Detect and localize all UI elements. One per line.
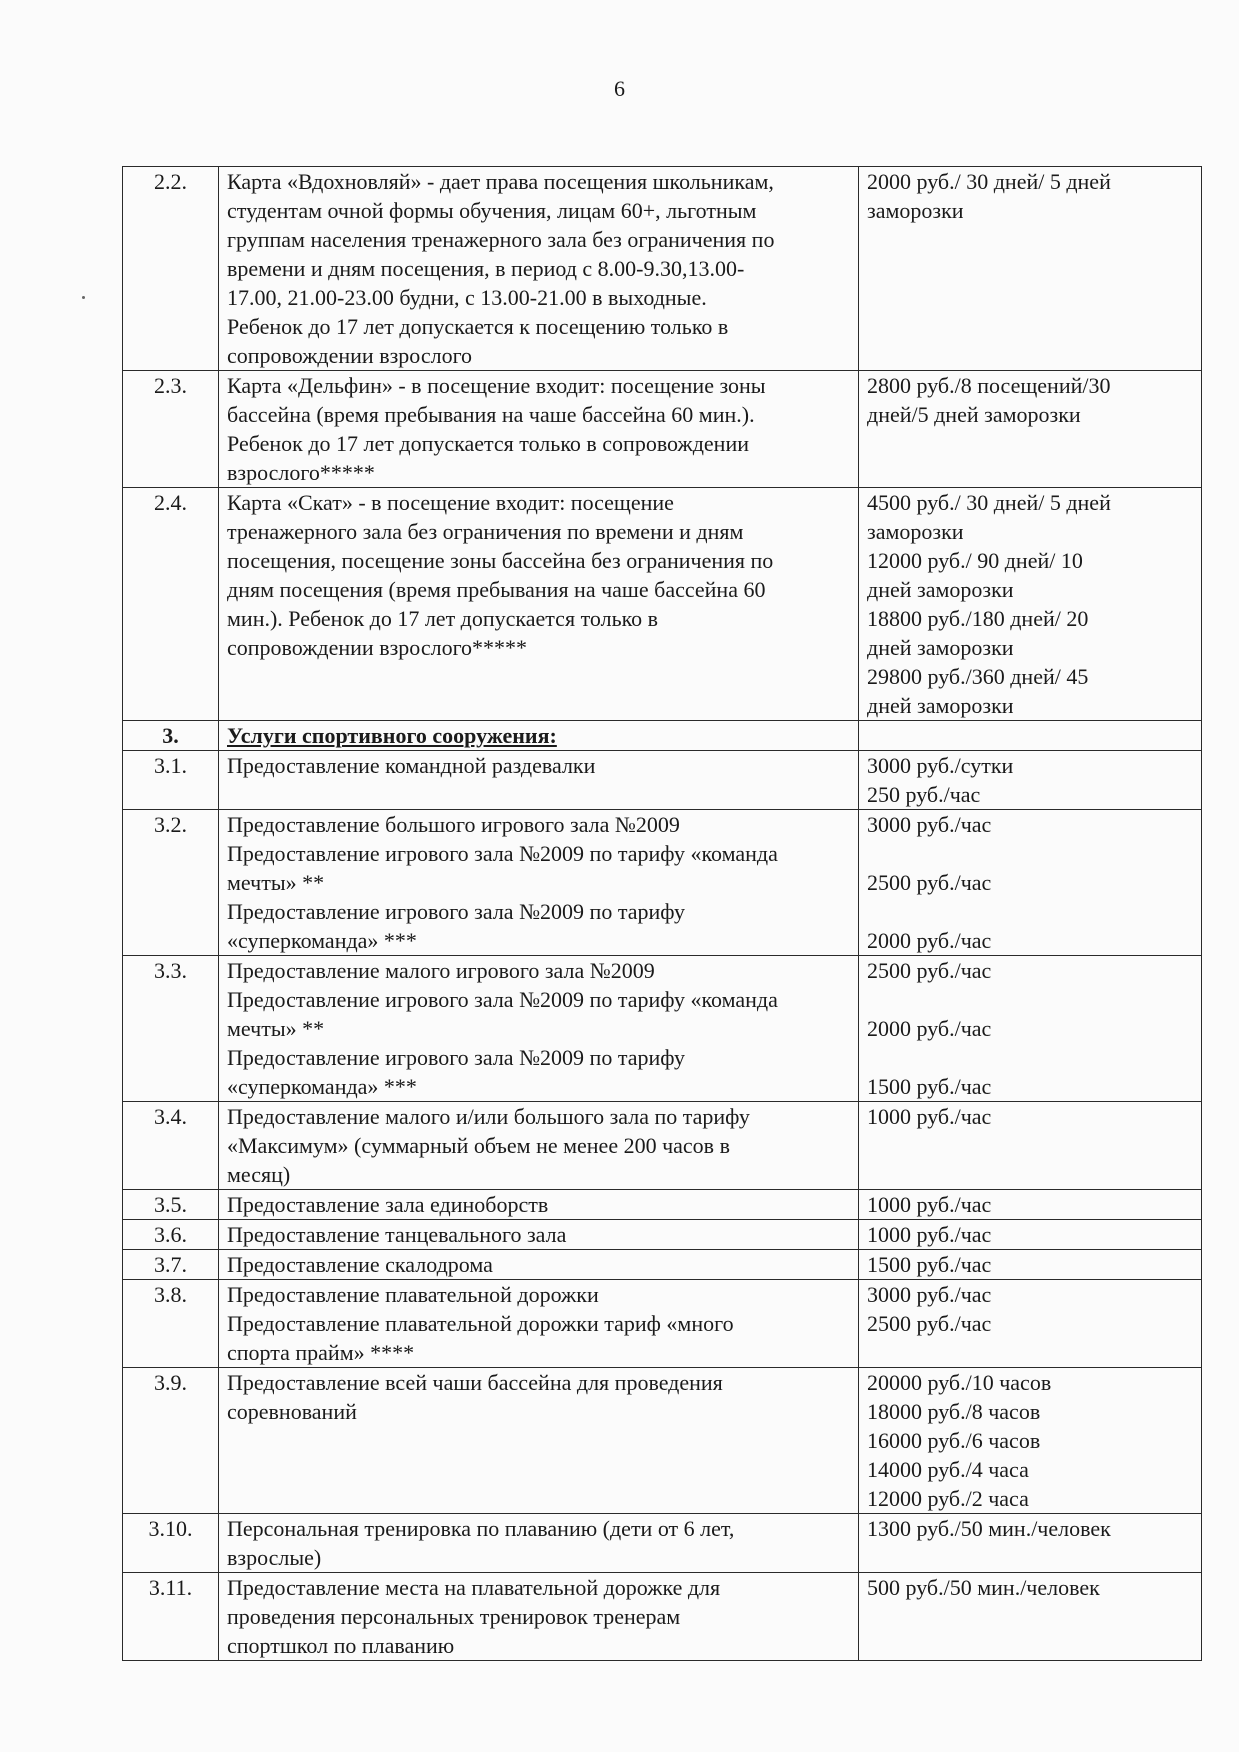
service-price bbox=[859, 721, 1202, 751]
service-price bbox=[859, 1250, 1202, 1280]
service-price bbox=[859, 1514, 1202, 1573]
price-row bbox=[123, 956, 1202, 1102]
description-line: Предоставление игрового зала №2009 по тарифу bbox=[227, 1045, 685, 1070]
description-line: сопровождении взрослого bbox=[227, 343, 473, 368]
scan-speck bbox=[82, 296, 85, 299]
description-line: Карта «Скат» - в посещение входит: посещение bbox=[227, 490, 674, 515]
description-line: Предоставление игрового зала №2009 по тарифу «команда bbox=[227, 987, 778, 1012]
description-line: «суперкоманда» *** bbox=[227, 928, 417, 953]
description-line: мечты» ** bbox=[227, 870, 325, 895]
description-line: Предоставление игрового зала №2009 по тарифу bbox=[227, 899, 685, 924]
description-line: Предоставление всей чаши бассейна для проведения bbox=[227, 1370, 723, 1395]
price-line: дней заморозки bbox=[867, 693, 1014, 718]
service-description bbox=[219, 488, 859, 721]
description-line: Предоставление командной раздевалки bbox=[227, 753, 596, 778]
description-line: соревнований bbox=[227, 1399, 357, 1424]
price-line: 2500 руб./час bbox=[867, 1311, 992, 1336]
price-spacer bbox=[867, 839, 1193, 868]
row-number: 3.1. bbox=[123, 751, 219, 810]
description-line: Ребенок до 17 лет допускается к посещению только в bbox=[227, 314, 729, 339]
service-description bbox=[219, 1220, 859, 1250]
price-line: 250 руб./час bbox=[867, 782, 981, 807]
description-line: Услуги спортивного сооружения: bbox=[227, 723, 557, 748]
service-description bbox=[219, 1102, 859, 1190]
service-price bbox=[859, 1102, 1202, 1190]
description-line: мечты» ** bbox=[227, 1016, 325, 1041]
description-line: дням посещения (время пребывания на чаше бассейна 60 bbox=[227, 577, 766, 602]
row-number: 3.6. bbox=[123, 1220, 219, 1250]
price-line: 16000 руб./6 часов bbox=[867, 1428, 1041, 1453]
price-row bbox=[123, 167, 1202, 371]
price-line: дней заморозки bbox=[867, 577, 1014, 602]
description-line: сопровождении взрослого***** bbox=[227, 635, 528, 660]
description-line: Ребенок до 17 лет допускается только в сопровождении bbox=[227, 431, 749, 456]
row-number: 3.3. bbox=[123, 956, 219, 1102]
price-spacer bbox=[867, 897, 1193, 926]
price-line: 3000 руб./час bbox=[867, 812, 992, 837]
service-price bbox=[859, 751, 1202, 810]
service-price bbox=[859, 167, 1202, 371]
price-line: 4500 руб./ 30 дней/ 5 дней bbox=[867, 490, 1111, 515]
price-spacer bbox=[867, 1043, 1193, 1072]
price-line: 20000 руб./10 часов bbox=[867, 1370, 1052, 1395]
service-price bbox=[859, 810, 1202, 956]
section-title bbox=[219, 721, 859, 751]
row-number: 2.2. bbox=[123, 167, 219, 371]
price-line: 1500 руб./час bbox=[867, 1252, 992, 1277]
price-line: 2500 руб./час bbox=[867, 870, 992, 895]
row-number: 3.10. bbox=[123, 1514, 219, 1573]
price-line: 3000 руб./час bbox=[867, 1282, 992, 1307]
price-line: 14000 руб./4 часа bbox=[867, 1457, 1029, 1482]
description-line: группам населения тренажерного зала без ограничения по bbox=[227, 227, 775, 252]
description-line: Предоставление малого игрового зала №2009 bbox=[227, 958, 655, 983]
price-line: 18800 руб./180 дней/ 20 bbox=[867, 606, 1089, 631]
description-line: Предоставление большого игрового зала №2009 bbox=[227, 812, 680, 837]
description-line: спортшкол по плаванию bbox=[227, 1633, 455, 1658]
row-number: 2.4. bbox=[123, 488, 219, 721]
row-number: 3.7. bbox=[123, 1250, 219, 1280]
price-line: 2000 руб./час bbox=[867, 928, 992, 953]
service-description bbox=[219, 1190, 859, 1220]
price-line: 1300 руб./50 мин./человек bbox=[867, 1516, 1111, 1541]
service-price bbox=[859, 371, 1202, 488]
page-number: 6 bbox=[614, 76, 625, 101]
price-row bbox=[123, 1368, 1202, 1514]
description-line: «Максимум» (суммарный объем не менее 200 часов в bbox=[227, 1133, 730, 1158]
description-line: Предоставление плавательной дорожки bbox=[227, 1282, 599, 1307]
price-table bbox=[122, 166, 1202, 1661]
description-line: Предоставление зала единоборств bbox=[227, 1192, 549, 1217]
service-price bbox=[859, 1190, 1202, 1220]
price-line: заморозки bbox=[867, 519, 964, 544]
row-number: 3.11. bbox=[123, 1573, 219, 1661]
description-line: 17.00, 21.00-23.00 будни, с 13.00-21.00 в выходные. bbox=[227, 285, 707, 310]
price-table-body bbox=[123, 167, 1202, 1661]
service-price bbox=[859, 1368, 1202, 1514]
description-line: проведения персональных тренировок тренерам bbox=[227, 1604, 681, 1629]
description-line: Предоставление скалодрома bbox=[227, 1252, 493, 1277]
row-number: 3.5. bbox=[123, 1190, 219, 1220]
service-description bbox=[219, 751, 859, 810]
service-description bbox=[219, 810, 859, 956]
service-price bbox=[859, 1220, 1202, 1250]
service-description bbox=[219, 956, 859, 1102]
price-row bbox=[123, 1280, 1202, 1368]
price-line: 2500 руб./час bbox=[867, 958, 992, 983]
price-line: дней/5 дней заморозки bbox=[867, 402, 1081, 427]
description-line: мин.). Ребенок до 17 лет допускается только в bbox=[227, 606, 659, 631]
price-line: дней заморозки bbox=[867, 635, 1014, 660]
description-line: Персональная тренировка по плаванию (дети от 6 лет, bbox=[227, 1516, 735, 1541]
price-row bbox=[123, 371, 1202, 488]
price-line: 500 руб./50 мин./человек bbox=[867, 1575, 1100, 1600]
description-line: студентам очной формы обучения, лицам 60+, льготным bbox=[227, 198, 757, 223]
description-line: посещения, посещение зоны бассейна без ограничения по bbox=[227, 548, 774, 573]
price-row bbox=[123, 1250, 1202, 1280]
row-number: 3.2. bbox=[123, 810, 219, 956]
service-price bbox=[859, 956, 1202, 1102]
price-line: заморозки bbox=[867, 198, 964, 223]
price-line: 1000 руб./час bbox=[867, 1104, 992, 1129]
description-line: «суперкоманда» *** bbox=[227, 1074, 417, 1099]
price-line: 1000 руб./час bbox=[867, 1192, 992, 1217]
description-line: Предоставление места на плавательной дорожке для bbox=[227, 1575, 721, 1600]
row-number: 3. bbox=[123, 721, 219, 751]
service-price bbox=[859, 1280, 1202, 1368]
price-line: 3000 руб./сутки bbox=[867, 753, 1014, 778]
service-description bbox=[219, 1368, 859, 1514]
price-line: 2000 руб./ 30 дней/ 5 дней bbox=[867, 169, 1111, 194]
price-row bbox=[123, 488, 1202, 721]
service-description bbox=[219, 1250, 859, 1280]
price-row bbox=[123, 810, 1202, 956]
description-line: Предоставление плавательной дорожки тариф «много bbox=[227, 1311, 734, 1336]
price-row bbox=[123, 1220, 1202, 1250]
row-number: 3.8. bbox=[123, 1280, 219, 1368]
price-row bbox=[123, 1190, 1202, 1220]
description-line: взрослого***** bbox=[227, 460, 375, 485]
service-description bbox=[219, 1280, 859, 1368]
price-spacer bbox=[867, 985, 1193, 1014]
description-line: Карта «Дельфин» - в посещение входит: посещение зоны bbox=[227, 373, 766, 398]
service-description bbox=[219, 1573, 859, 1661]
row-number: 3.4. bbox=[123, 1102, 219, 1190]
service-description bbox=[219, 167, 859, 371]
description-line: Карта «Вдохновляй» - дает права посещения школьникам, bbox=[227, 169, 774, 194]
description-line: Предоставление игрового зала №2009 по тарифу «команда bbox=[227, 841, 778, 866]
description-line: бассейна (время пребывания на чаше бассейна 60 мин.). bbox=[227, 402, 755, 427]
price-row bbox=[123, 1514, 1202, 1573]
row-number: 3.9. bbox=[123, 1368, 219, 1514]
description-line: тренажерного зала без ограничения по времени и дням bbox=[227, 519, 744, 544]
description-line: Предоставление танцевального зала bbox=[227, 1222, 567, 1247]
price-row bbox=[123, 1102, 1202, 1190]
price-line: 1500 руб./час bbox=[867, 1074, 992, 1099]
description-line: времени и дням посещения, в период с 8.00-9.30,13.00- bbox=[227, 256, 745, 281]
service-price bbox=[859, 1573, 1202, 1661]
description-line: взрослые) bbox=[227, 1545, 322, 1570]
price-line: 12000 руб./ 90 дней/ 10 bbox=[867, 548, 1083, 573]
service-price bbox=[859, 488, 1202, 721]
price-line: 1000 руб./час bbox=[867, 1222, 992, 1247]
price-row bbox=[123, 1573, 1202, 1661]
service-description bbox=[219, 1514, 859, 1573]
description-line: Предоставление малого и/или большого зала по тарифу bbox=[227, 1104, 750, 1129]
service-description bbox=[219, 371, 859, 488]
price-line: 2800 руб./8 посещений/30 bbox=[867, 373, 1111, 398]
price-line: 18000 руб./8 часов bbox=[867, 1399, 1041, 1424]
price-row bbox=[123, 751, 1202, 810]
price-line: 2000 руб./час bbox=[867, 1016, 992, 1041]
row-number: 2.3. bbox=[123, 371, 219, 488]
price-line: 12000 руб./2 часа bbox=[867, 1486, 1029, 1511]
description-line: спорта прайм» **** bbox=[227, 1340, 415, 1365]
section-header-row bbox=[123, 721, 1202, 751]
price-line: 29800 руб./360 дней/ 45 bbox=[867, 664, 1089, 689]
description-line: месяц) bbox=[227, 1162, 291, 1187]
